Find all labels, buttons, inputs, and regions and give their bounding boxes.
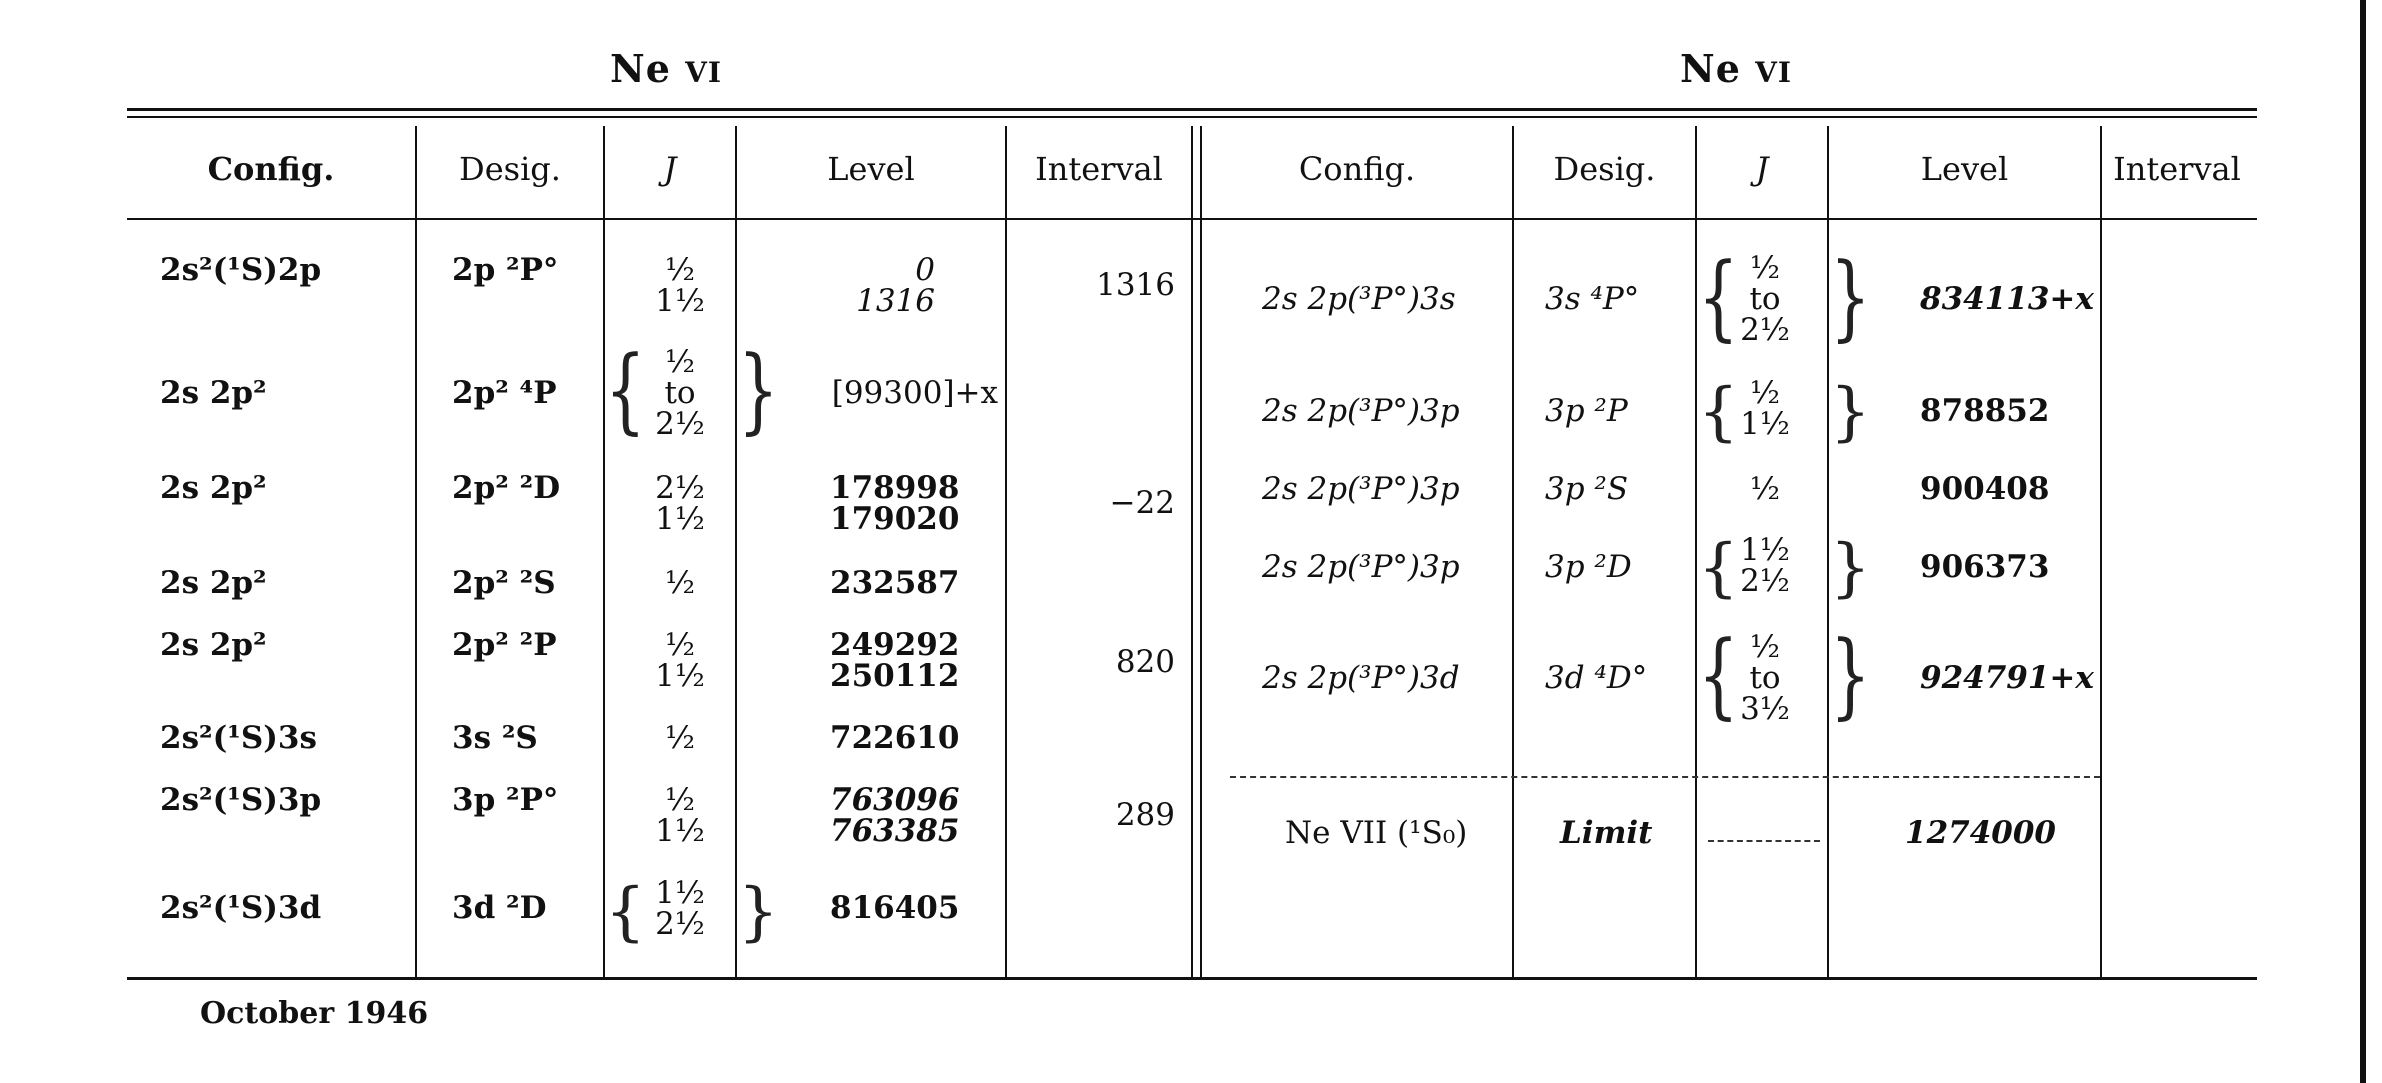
level-value: 878852 — [1920, 393, 2050, 429]
config-cell: 2s 2p(³P°)3d — [1262, 660, 1460, 696]
j-value: ½ — [1749, 471, 1781, 507]
left-brace-icon: { — [1698, 531, 1739, 605]
right-table-title — [1680, 46, 1792, 91]
table-divider — [1200, 126, 1202, 977]
desig-cell: 2p² ²P — [452, 627, 557, 663]
config-cell: 2s 2p(³P°)3p — [1262, 393, 1460, 429]
config-cell: 2s 2p² — [160, 375, 267, 411]
header-desig: Desig. — [459, 150, 561, 188]
desig-cell: 3s ⁴P° — [1545, 281, 1640, 317]
desig-cell: 3p ²P — [1545, 393, 1628, 429]
col-divider — [1512, 126, 1514, 977]
header-desig: Desig. — [1553, 150, 1656, 188]
j-value: 1½ — [655, 875, 705, 911]
left-brace-icon: { — [605, 337, 646, 446]
right-brace-icon: } — [1830, 375, 1871, 449]
level-value: 816405 — [830, 890, 960, 926]
right-brace-icon: } — [1830, 531, 1871, 605]
left-title-element: Ne — [610, 46, 671, 91]
j-value: 1½ — [655, 658, 705, 694]
col-divider — [1827, 126, 1829, 977]
config-cell: 2s²(¹S)3p — [160, 782, 322, 818]
level-value: 0 — [915, 252, 935, 288]
desig-cell: 2p ²P° — [452, 252, 559, 288]
desig-cell: 3p ²P° — [452, 782, 559, 818]
header-j: J — [1755, 150, 1769, 188]
col-divider — [735, 126, 737, 977]
left-brace-icon: { — [605, 875, 646, 949]
config-cell: 2s 2p(³P°)3p — [1262, 549, 1460, 585]
j-value: ½ — [664, 565, 696, 601]
j-value: to — [664, 375, 696, 411]
left-brace-icon: { — [1698, 375, 1739, 449]
level-value: 249292 — [830, 627, 960, 663]
j-value: 1½ — [1740, 532, 1790, 568]
level-value: 900408 — [1920, 471, 2050, 507]
config-cell: 2s 2p(³P°)3p — [1262, 471, 1460, 507]
top-rule-2 — [127, 116, 2257, 118]
level-value: 763385 — [830, 813, 960, 849]
header-config: Config. — [207, 150, 335, 188]
j-value: 1½ — [655, 813, 705, 849]
j-value: 2½ — [1740, 563, 1790, 599]
desig-cell: 3d ⁴D° — [1545, 660, 1648, 696]
level-value: 722610 — [830, 720, 960, 756]
page-edge — [2360, 0, 2366, 1083]
left-title-ion: VI — [685, 56, 722, 89]
col-divider — [2100, 126, 2102, 977]
desig-cell: 2p² ²D — [452, 470, 561, 506]
config-cell: 2s²(¹S)2p — [160, 252, 322, 288]
level-value: 179020 — [830, 501, 960, 537]
config-cell: 2s²(¹S)3d — [160, 890, 322, 926]
j-value: ½ — [664, 720, 696, 756]
config-cell: 2s²(¹S)3s — [160, 720, 317, 756]
right-brace-icon: } — [738, 875, 779, 949]
col-divider — [603, 126, 605, 977]
level-value: 178998 — [830, 470, 960, 506]
limit-j-placeholder — [1708, 840, 1820, 842]
j-value: 2½ — [655, 470, 705, 506]
right-title-ion: VI — [1755, 56, 1792, 89]
j-value: 1½ — [655, 283, 705, 319]
level-value: 232587 — [830, 565, 960, 601]
right-title-element: Ne — [1680, 46, 1741, 91]
j-value: ½ — [1749, 629, 1781, 665]
level-value: 834113+x — [1920, 281, 2094, 317]
limit-desig: Limit — [1560, 815, 1653, 851]
col-divider — [1005, 126, 1007, 977]
top-rule-1 — [127, 108, 2257, 111]
config-cell: 2s 2p(³P°)3s — [1262, 281, 1456, 317]
j-value: 1½ — [1740, 406, 1790, 442]
desig-cell: 3d ²D — [452, 890, 547, 926]
j-value: 2½ — [1740, 312, 1790, 348]
table-divider — [1191, 126, 1193, 977]
desig-cell: 3p ²S — [1545, 471, 1629, 507]
j-value: 2½ — [655, 406, 705, 442]
interval-value: 820 — [1115, 644, 1175, 680]
footer-date: October 1946 — [200, 996, 429, 1031]
header-j: J — [663, 150, 677, 188]
level-value: 924791+x — [1920, 660, 2094, 696]
j-value: to — [1749, 281, 1781, 317]
j-value: 3½ — [1740, 691, 1790, 727]
level-value: 1316 — [856, 283, 935, 319]
right-brace-icon: } — [738, 337, 779, 446]
config-cell: 2s 2p² — [160, 470, 267, 506]
j-value: ½ — [664, 627, 696, 663]
level-value: 250112 — [830, 658, 960, 694]
level-value: 763096 — [830, 782, 960, 818]
limit-level: 1274000 — [1905, 815, 2056, 851]
interval-value: 289 — [1115, 797, 1175, 833]
header-level: Level — [827, 150, 915, 188]
left-brace-icon: { — [1698, 244, 1739, 353]
left-brace-icon: { — [1698, 622, 1739, 731]
desig-cell: 3s ²S — [452, 720, 538, 756]
limit-separator — [1230, 776, 2100, 778]
desig-cell: 2p² ²S — [452, 565, 556, 601]
col-divider — [415, 126, 417, 977]
j-value: ½ — [664, 252, 696, 288]
j-value: 2½ — [655, 906, 705, 942]
bottom-rule — [127, 977, 2257, 980]
header-config: Config. — [1298, 150, 1416, 188]
right-brace-icon: } — [1830, 622, 1871, 731]
right-brace-icon: } — [1830, 244, 1871, 353]
desig-cell: 3p ²D — [1545, 549, 1632, 585]
j-value: ½ — [664, 782, 696, 818]
config-cell: 2s 2p² — [160, 627, 267, 663]
header-interval: Interval — [1035, 150, 1163, 188]
header-interval: Interval — [2113, 150, 2241, 188]
limit-config: Ne VII (¹S₀) — [1285, 815, 1468, 851]
j-value: 1½ — [655, 501, 705, 537]
j-value: ½ — [664, 344, 696, 380]
left-table-title — [610, 46, 722, 91]
j-value: ½ — [1749, 250, 1781, 286]
level-value: [99300]+x — [831, 375, 998, 411]
interval-value: −22 — [1109, 485, 1175, 521]
desig-cell: 2p² ⁴P — [452, 375, 557, 411]
config-cell: 2s 2p² — [160, 565, 267, 601]
j-value: to — [1749, 660, 1781, 696]
col-divider — [1695, 126, 1697, 977]
interval-value: 1316 — [1096, 267, 1175, 303]
level-value: 906373 — [1920, 549, 2050, 585]
header-level: Level — [1920, 150, 2009, 188]
j-value: ½ — [1749, 375, 1781, 411]
